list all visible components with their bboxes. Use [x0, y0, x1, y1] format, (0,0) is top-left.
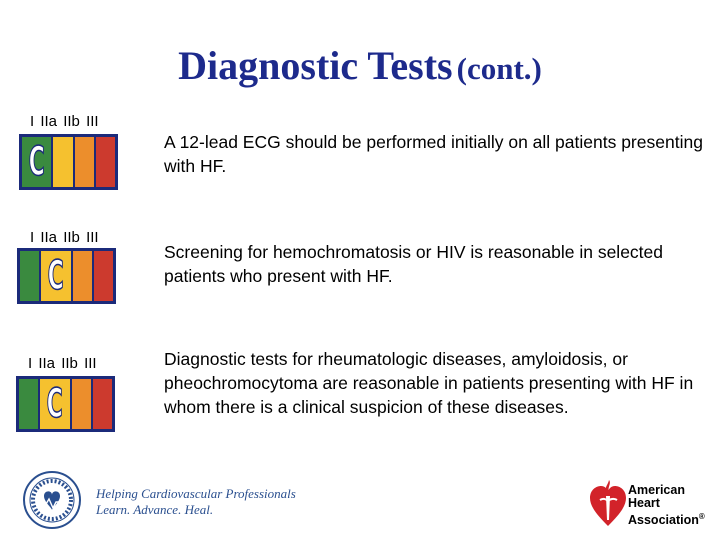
class-iib-box: [73, 251, 92, 301]
class-i-box: [22, 137, 51, 187]
class-iii-box: [96, 137, 115, 187]
title-main: Diagnostic Tests: [178, 43, 453, 88]
aha-wordmark: American Heart Association®: [628, 483, 705, 528]
heart-torch-icon: [588, 474, 628, 530]
class-indicator: [17, 248, 116, 304]
class-labels: I IIa IIb III: [30, 113, 99, 130]
class-iib-box: [75, 137, 94, 187]
recommendation-text: A 12-lead ECG should be performed initially on all patients presenting with HF.: [164, 132, 703, 176]
recommendation-1: [0, 110, 720, 220]
level-of-evidence: C: [28, 139, 45, 185]
class-indicator: [16, 376, 115, 432]
class-iia-box: [53, 137, 72, 187]
class-iib-box: [72, 379, 91, 429]
class-i-box: [20, 251, 39, 301]
class-labels: I IIa IIb III: [28, 355, 97, 372]
level-of-evidence: C: [47, 253, 64, 299]
class-iii-box: [94, 251, 113, 301]
footer: [0, 470, 720, 540]
page-title: [0, 42, 720, 89]
recommendation-text: Diagnostic tests for rheumatologic diseases, amyloidosis, or pheochromocytoma are reasonable in patients presenting with HF in whom there is a clinical suspicion of these diseases.: [164, 349, 694, 417]
class-i-box: [19, 379, 38, 429]
title-subtitle: (cont.): [456, 51, 542, 86]
acc-tagline: Helping Cardiovascular Professionals Learn. Advance. Heal.: [96, 486, 296, 517]
recommendation-3: [0, 349, 720, 462]
class-iia-box: [41, 251, 70, 301]
class-labels: I IIa IIb III: [30, 229, 99, 246]
class-indicator: [19, 134, 118, 190]
class-iia-box: [40, 379, 69, 429]
level-of-evidence: C: [46, 381, 63, 427]
acc-seal-icon: [22, 470, 82, 530]
recommendation-2: [0, 226, 720, 336]
class-iii-box: [93, 379, 112, 429]
recommendation-text: Screening for hemochromatosis or HIV is reasonable in selected patients who present with HF.: [164, 242, 663, 286]
